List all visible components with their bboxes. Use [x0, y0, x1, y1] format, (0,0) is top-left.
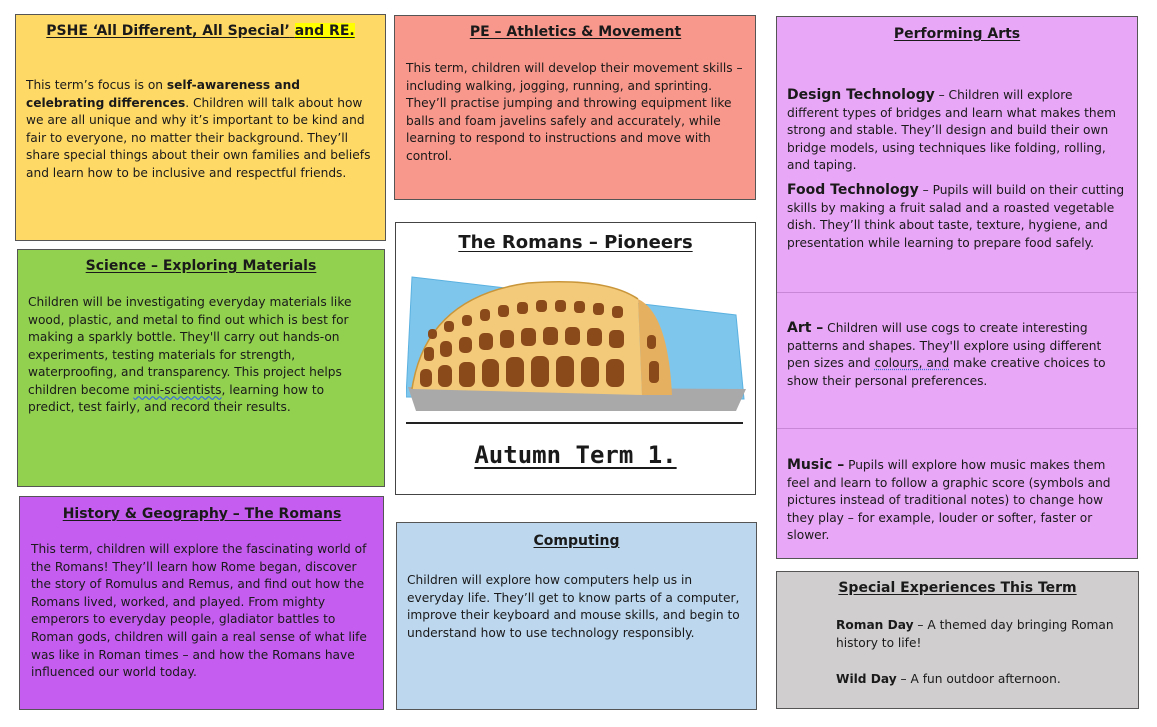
art-section: Art – Children will use cogs to create interesting patterns and shapes. They'll explore using different pen sizes and colours, and make creative choices to show their personal preferences.: [777, 292, 1137, 428]
pshe-title: PSHE ‘All Different, All Special’ and RE.: [46, 23, 355, 39]
food-technology-body: – Pupils will build on their cutting skills by making a fruit salad and a roasted vegetable dish. They’ll think about taste, texture, hygiene, and presentation while learning to prepare food safely.: [787, 183, 1125, 250]
food-technology-section: [777, 182, 1137, 252]
history-panel: [19, 496, 384, 710]
special-experiences-panel: [776, 571, 1139, 709]
science-title: Science – Exploring Materials: [85, 258, 317, 274]
food-technology-heading: Food Technology: [787, 182, 919, 198]
pshe-body: This term’s focus is on self-awareness and celebrating differences. Children will talk about how we are all unique and why it’s important to be kind and fair to everyone, no matter their background. They’ll share special things about their own families and beliefs and learn how to be inclusive and respectful friends.: [26, 78, 371, 180]
science-panel: [17, 249, 385, 487]
page-title: The Romans – Pioneers: [458, 232, 693, 253]
music-section: [777, 428, 1137, 559]
music-body: Pupils will explore how music makes them feel and learn to follow a graphic score (symbols and pictures instead of traditional notes) to change how they play – for example, louder or softer, faster or slower.: [787, 458, 1111, 543]
pshe-title-highlight: and RE.: [294, 23, 355, 39]
list-item: Roman Day – A themed day bringing Roman history to life!: [836, 618, 1114, 650]
list-item: Wild Day – A fun outdoor afternoon.: [836, 672, 1061, 687]
pe-panel: [394, 15, 756, 200]
computing-panel: [396, 522, 757, 710]
divider: [406, 422, 743, 424]
colosseum-icon: [406, 269, 746, 419]
science-body: Children will be investigating everyday materials like wood, plastic, and metal to find out which is best for making a sparkly bottle. They'll carry out hands-on experiments, testing materials for strength, waterproofing, and transparency. This project helps children become mini-scientists, learning how to predict, test fairly, and record their results.: [28, 295, 352, 414]
special-experiences-title: Special Experiences This Term: [838, 580, 1077, 596]
term-title: Autumn Term 1.: [474, 441, 677, 469]
title-panel: [395, 222, 756, 495]
spellcheck-mark: mini-scientists: [133, 382, 222, 397]
design-technology-section: [777, 87, 1137, 175]
design-technology-body: – Children will explore different types of bridges and learn what makes them strong and stable. They’ll design and build their own bridge models, using techniques like folding, rolling, and taping.: [787, 88, 1116, 173]
history-title: History & Geography – The Romans: [62, 506, 342, 522]
performing-arts-panel: [776, 16, 1138, 559]
music-heading: Music –: [787, 457, 845, 473]
history-body: This term, children will explore the fascinating world of the Romans! They’ll learn how Rome began, discover the story of Romulus and Remus, and find out how the Romans lived, worked, and played. From mighty emperors to everyday people, gladiator battles to Roman gods, children will gain a real sense of what life was like in Roman times – and how the Romans have influenced our world today.: [31, 542, 367, 680]
performing-arts-title: Performing Arts: [893, 26, 1021, 42]
grammar-mark: colours, and: [874, 356, 950, 371]
pe-body: This term, children will develop their movement skills – including walking, jogging, running, and sprinting. They’ll practise jumping and throwing equipment like balls and foam javelins safely and accurately, while learning to respond to instructions and move with control.: [406, 61, 743, 163]
design-technology-heading: Design Technology: [787, 87, 935, 103]
pshe-panel: [15, 14, 386, 241]
computing-body: Children will explore how computers help us in everyday life. They’ll get to know parts of a computer, improve their keyboard and mouse skills, and begin to understand how to use technology responsibly.: [407, 573, 740, 640]
computing-title: Computing: [533, 533, 620, 549]
pe-title: PE – Athletics & Movement: [469, 24, 682, 40]
art-heading: Art –: [787, 320, 824, 336]
performing-arts-header: [777, 26, 1137, 42]
